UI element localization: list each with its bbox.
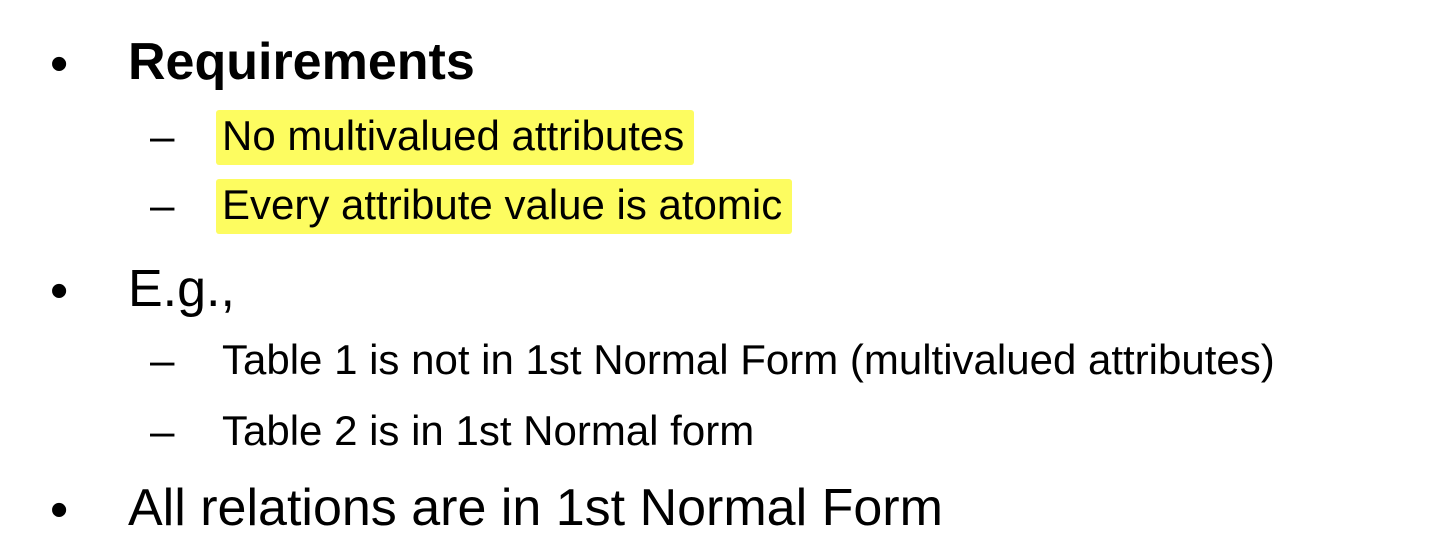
bullet-text-requirements: Requirements [128,33,475,91]
bullet-icon: • [50,35,69,93]
dash-icon: – [150,181,175,230]
sub-item-text [222,181,792,228]
bullet-icon: • [50,481,69,539]
sub-item-text: Table 1 is not in 1st Normal Form (multivalued attributes) [222,336,1275,383]
bullet-text-eg: E.g., [128,260,235,318]
dash-icon: – [150,407,175,456]
highlighted-text: Every attribute value is atomic [216,179,792,234]
bullet-icon: • [50,262,69,320]
sub-item-text: Table 2 is in 1st Normal form [222,407,755,454]
dash-icon: – [150,336,175,385]
sub-item-text [222,112,694,159]
highlighted-text: No multivalued attributes [216,110,694,165]
dash-icon: – [150,112,175,161]
bullet-text-all-relations: All relations are in 1st Normal Form [128,479,943,537]
